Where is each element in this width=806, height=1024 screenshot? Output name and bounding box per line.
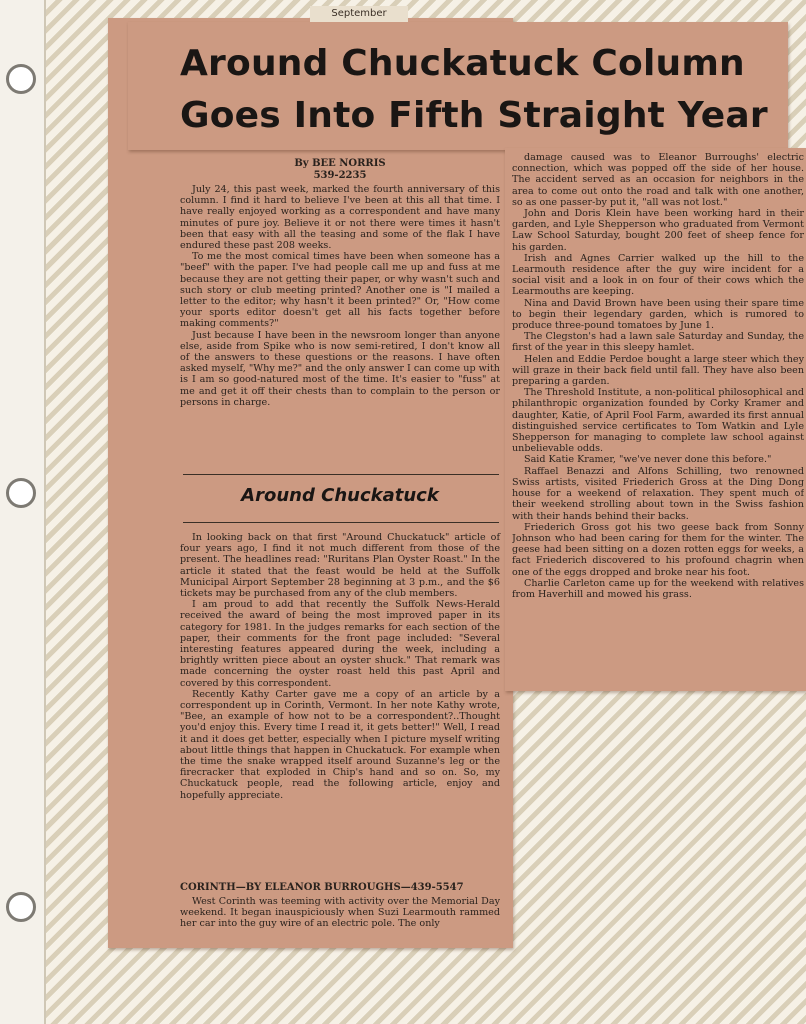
article-column-four [512, 152, 804, 686]
ring-hole-middle [6, 478, 36, 508]
corinth-dateline: CORINTH—BY ELEANOR BURROUGHS—439-5547 [180, 882, 464, 893]
paragraph: The Clegston's had a lawn sale Saturday and Sunday, the first of the year in this sleepy hamlet. [512, 331, 804, 354]
paragraph: Nina and David Brown have been using their spare time to begin their legendary garden, which is rumored to produce three-pound tomatoes by June 1. [512, 297, 804, 332]
paragraph: Helen and Eddie Perdoe bought a large steer which they will graze in their back field until fall. They have also been preparing a garden. [512, 353, 804, 388]
ring-hole-bottom [6, 892, 36, 922]
headline [180, 38, 790, 142]
paragraph: The Threshold Institute, a non-political philosophical and philanthropic organization founded by Corky Kramer and daughter, Katie, of April Fool Farm, awarded its first annual distinguished service certificates to Tom Watkin and Lyle Shepperson for managing to complete law school against unbelievable odds. [512, 387, 804, 455]
paragraph: Friederich Gross got his two geese back from Sonny Johnson who had been caring for them for the winter. The geese had been sitting on a dozen rotten eggs for weeks, a fact Friederich discovered to his profound chagrin when one of the eggs dropped and broke near his foot. [512, 521, 804, 578]
paragraph: Recently Kathy Carter gave me a copy of an article by a correspondent up in Corinth, Vermont. In her note Kathy wrote, "Bee, an example of how not to be a correspondent?..Thought you'd enjoy this. Every time I read it, it gets better!" Well, I read it and it does get better, especially when I picture myself writing about little things that happen in Chuckatuck. For example when the time the snake wrapped itself around Suzanne's leg or the firecracker that exploded in Chip's hand and so on. So, my Chuckatuck people, read the following article, enjoy and hopefully appreciate. [180, 688, 500, 801]
divider-rule [183, 474, 499, 475]
paragraph: Charlie Carleton came up for the weekend with relatives from Haverhill and mowed his grass. [512, 577, 804, 600]
headline-line: Goes Into Fifth Straight Year [180, 95, 768, 136]
binder-margin [0, 0, 46, 1024]
paragraph: damage caused was to Eleanor Burroughs' electric connection, which was popped off the side of her house. The accident served as an occasion for neighbors in the area to come out onto the road and talk with one another, so as one passer-by put it, "all was not lost." [512, 152, 804, 208]
month-tag: September [310, 6, 408, 22]
byline-phone: 539-2235 [313, 170, 367, 181]
byline-name: By BEE NORRIS [294, 158, 386, 169]
paragraph: In looking back on that first "Around Chuckatuck" article of four years ago, I find it not much different from those of the present. The headlines read: "Ruritans Plan Oyster Roast." In the article it stated that the feast would be held at the Suffolk Municipal Airport September 28 beginning at 3 p.m., and the $6 tickets may be purchased from any of the club members. [180, 532, 500, 600]
headline-line: Around Chuckatuck Column [180, 43, 745, 84]
article-column-two [180, 532, 500, 801]
column-subheading: Around Chuckatuck [241, 485, 439, 506]
paragraph: I am proud to add that recently the Suffolk News-Herald received the award of being the most improved paper in its category for 1981. In the judges remarks for each section of the paper, their comments for the front page included: "Several interesting features appeared during the week, including a brightly written piece about an oyster shuck." That remark was made concerning the oyster roast held this past April and covered by this correspondent. [180, 599, 500, 689]
ring-hole-top [6, 64, 36, 94]
paragraph: Raffael Benazzi and Alfons Schilling, two renowned Swiss artists, visited Friederich Gross at the Ding Dong house for a weekend of relaxation. They spent much of their weekend strolling about town in the Swiss fashion with their hands behind their backs. [512, 465, 804, 522]
paragraph: Just because I have been in the newsroom longer than anyone else, aside from Spike who is now semi-retired, I don't know all of the answers to these questions or the reasons. I have often asked myself, "Why me?" and the only answer I can come up with is I am so good-natured most of the time. It's easier to "fuss" at me and get it off their chests than to complain to the person or persons in charge. [180, 329, 500, 408]
article-column-one [180, 184, 500, 408]
paragraph: July 24, this past week, marked the fourth anniversary of this column. I find it hard to believe I've been at this all that time. I have really enjoyed working as a correspondent and have many minutes of pure joy. Believe it or not there were times it hasn't been that easy with all the teasing and some of the flak I have endured these past 208 weeks. [180, 184, 500, 252]
paragraph: John and Doris Klein have been working hard in their garden, and Lyle Shepperson who graduated from Vermont Law School Saturday, bought 200 feet of sheep fence for his garden. [512, 208, 804, 253]
byline [180, 158, 500, 182]
paragraph: West Corinth was teeming with activity over the Memorial Day weekend. It began inauspiciously when Suzi Learmouth rammed her car into the guy wire of an electric pole. The only [180, 896, 500, 930]
paragraph: Said Katie Kramer, "we've never done this before." [524, 454, 772, 466]
article-column-three [180, 896, 500, 938]
paragraph: Irish and Agnes Carrier walked up the hill to the Learmouth residence after the guy wire incident for a social visit and a look in on four of their cows which the Learmouths are keeping. [512, 252, 804, 298]
divider-rule [183, 522, 499, 523]
paragraph: To me the most comical times have been when someone has a "beef" with the paper. I've had people call me up and fuss at me because they are not getting their paper, or why wasn't such and such story or club meeting printed? Another one is "I mailed a letter to the editor; why hasn't it been printed?" Or, "How come your sports editor doesn't get all his facts together before making comments?" [180, 251, 500, 330]
